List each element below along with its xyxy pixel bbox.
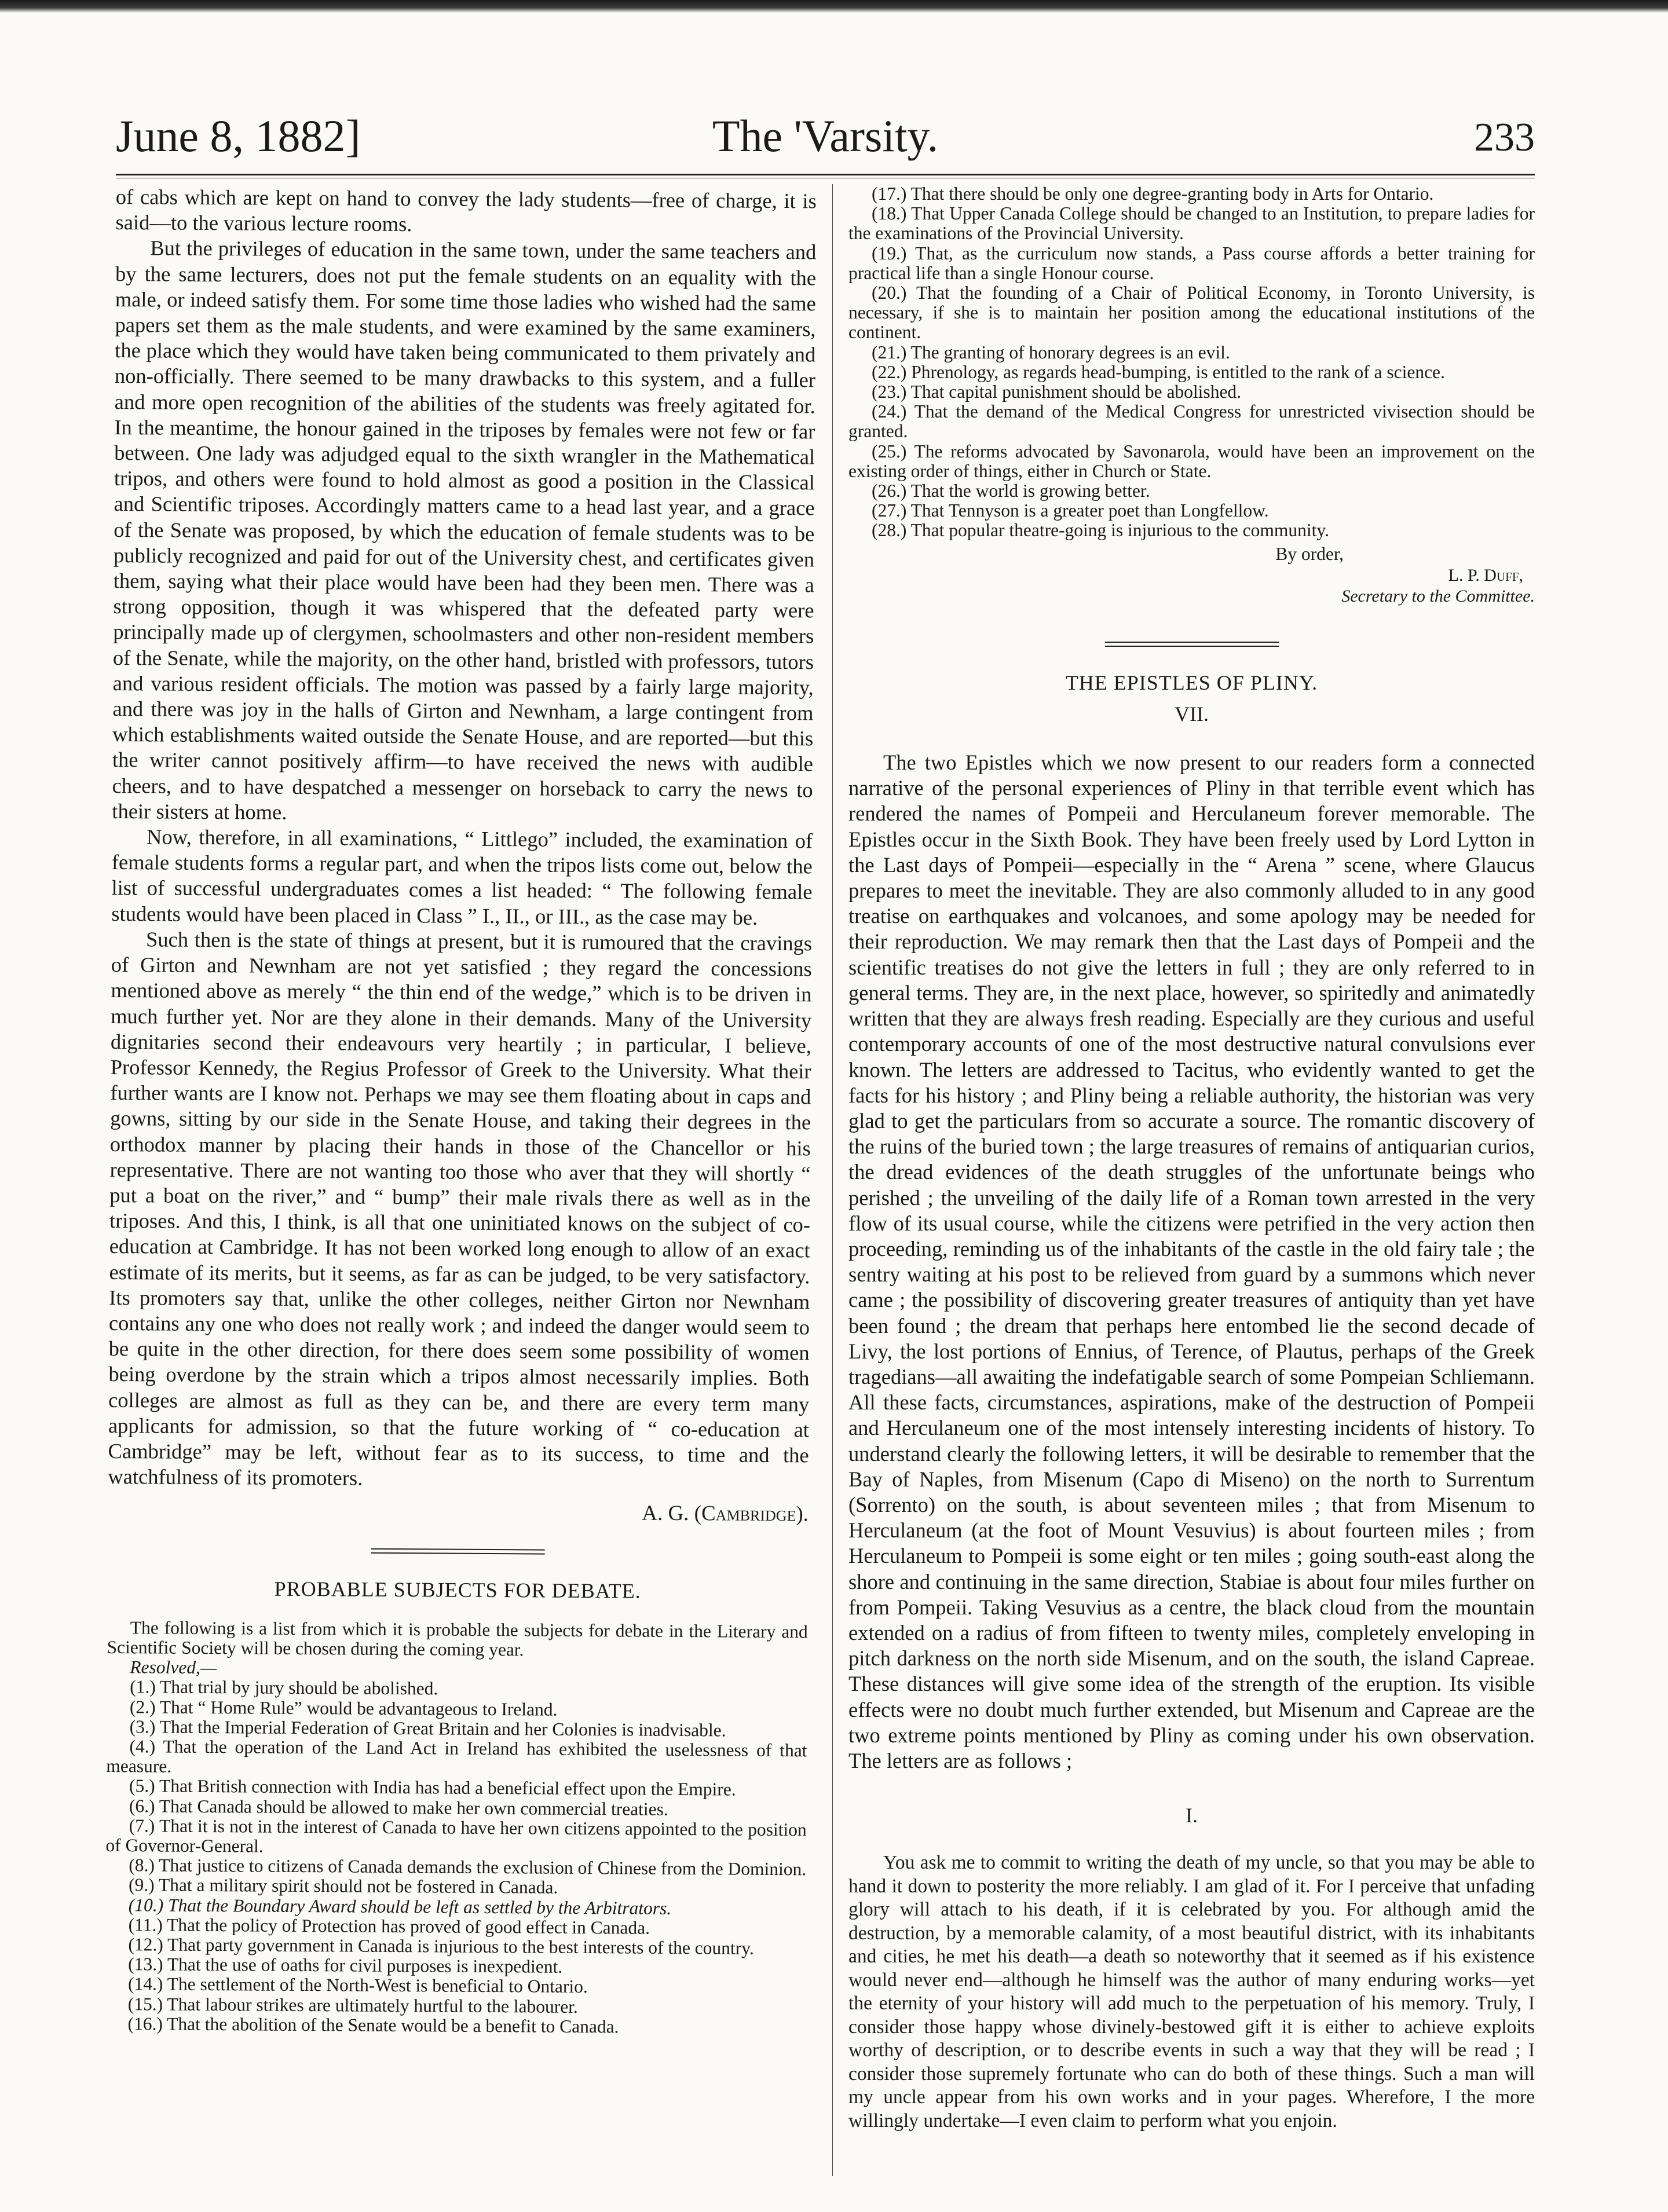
header-rule (116, 174, 1535, 178)
debate-item: (12.) That party government in Canada is injurious to the best interests of the country. (128, 1934, 754, 1958)
debate-list (104, 1677, 807, 2038)
page-header (116, 110, 1535, 174)
letter-number: I. (1186, 1804, 1198, 1828)
debate-item: (17.) That there should be only one degree-granting body in Arts for Ontario. (872, 184, 1434, 204)
resolved-label: Resolved,— (130, 1657, 217, 1678)
pliny-section-number: VII. (1175, 702, 1209, 726)
pliny-intro: The two Epistles which we now present to our readers form a connected narrative of the personal experiences of Pliny in that terrible event which has rendered the names of Pompeii and Herculaneum forever memorable. The Epistles occur in the Sixth Book. They have been freely used by Lord Lytton in the Last days of Pompeii—especially in the “ Arena ” scene, where Glaucus prepares to meet the inevitable. They are also commonly alluded to in any good treatise on earthquakes and volcanoes, and some apology may be needed for their reproduction. We may remark then that the Last days of Pompeii and the scientific treatises do not give the letters in full ; they are only referred to in general terms. They are, in the next place, however, so spiritedly and animatedly written that they are always fresh reading. Especially are they curious and useful contemporary accounts of one of the most destructive natural convulsions ever known. The letters are addressed to Tacitus, who evidently wanted to get the facts for his history ; and Pliny being a reliable authority, the historian was very glad to get the particulars from so accurate a source. The romantic discovery of the ruins of the buried town ; the large treasures of remains of antiquarian curios, the dread evidences of the death struggles of the unfortunate beings who perished ; the unveiling of the daily life of a Roman town arrested in the very flow of its usual course, while the citizens were petrified in the very action then proceeding, reminding us of the inhabitants of the castle in the old fairy tale ; the sentry waiting at his post to be relieved from guard by a summons which never came ; the possibility of discovering greater treasures of antiquity than yet have been found ; the dream that perhaps here entombed lie the second decade of Livy, the lost portions of Ennius, of Terence, of Plautus, perhaps of the Greek tragedians—all awaiting the indefatigable search of some Pompeian Schliemann. All these facts, circumstances, aspirations, make of the destruction of Pompeii and Herculaneum one of the most intensely interesting incidents of history. To understand clearly the following letters, it will be desirable to remember that the Bay of Naples, from Misenum (Capo di Miseno) on the north to Surrentum (Sorrento) on the south, is about seventeen miles ; that from Misenum to Herculaneum (at the foot of Mount Vesuvius) is about fourteen miles ; from Herculaneum to Pompeii is some eight or ten miles ; going south-east along the shore and continuing in the same direction, Stabiae is about four miles further on from Pompeii. Taking Vesuvius as a centre, the black cloud from the mountain extended on a radius of from fifteen to twenty miles, completely enveloping in pitch darkness on the north side Misenum, and on the south, the island Capreae. These distances will give some idea of the strength of the eruption. Its visible effects were no doubt much further extended, but Misenum and Capreae are the two extreme points mentioned by Pliny as coming under his own observation. The letters are as follows ; (848, 750, 1535, 1772)
debate-item: (2.) That “ Home Rule” would be advantageous to Ireland. (129, 1696, 558, 1720)
debate-item: (15.) That labour strikes are ultimately hurtful to the labourer. (127, 1993, 578, 2017)
signatory-title: Secretary to the Committee. (1341, 586, 1535, 606)
signatory-name: L. P. Duff, (1448, 565, 1523, 585)
scan-edge (0, 0, 1668, 13)
publication-title: The 'Varsity. (712, 111, 939, 161)
debate-item: (14.) The settlement of the North-West is beneficial to Ontario. (127, 1973, 588, 1997)
debate-item: (23.) That capital punishment should be abolished. (872, 382, 1242, 402)
debate-item: (4.) That the operation of the Land Act in Ireland has exhibited the uselessness of that measure. (106, 1736, 807, 1777)
debate-item: (11.) That the policy of Protection has proved of good effect in Canada. (128, 1914, 650, 1938)
article-paragraph: Now, therefore, in all examinations, “ Littlego” included, the examination of female students forms a regular part, and when the tripos lists come out, below the list of successful undergraduates comes a list headed: “ The following female students would have been placed in Class ” I., II., or III., as the case may be. (111, 825, 813, 929)
left-column (104, 184, 816, 2038)
debate-section-title: PROBABLE SUBJECTS FOR DEBATE. (274, 1577, 641, 1603)
debate-item: (26.) That the world is growing better. (872, 481, 1150, 501)
debate-item: (20.) That the founding of a Chair of Political Economy, in Toronto University, is necessary, if she is to maintain her position among the educational institutions of the continent. (848, 283, 1535, 343)
debate-item: (5.) That British connection with India has had a beneficial effect upon the Empire. (129, 1775, 736, 1800)
debate-item: (27.) That Tennyson is a greater poet than Longfellow. (872, 500, 1269, 521)
debate-item: (18.) That Upper Canada College should be changed to an Institution, to prepare ladies for the examinations of the Provincial University. (848, 203, 1535, 244)
article-paragraph: But the privileges of education in the same town, under the same teachers and by the same lecturers, does not put the female students on an equality with the male, or indeed satisfy them. For some time those ladies who wished had the same papers set them as the male students, and were examined by the same examiners, the place which they would have taken being communicated to them privately and non-officially. There seemed to be many drawbacks to this system, and a fuller and more open recognition of the abilities of the students was freely agitated for. In the meantime, the honour gained in the triposes by females were not few or far between. One lady was adjudged equal to the sixth wrangler in the Mathematical tripos, and others were found to hold almost as good a position in the Classical and Scientific triposes. Accordingly matters came to a head last year, and a grace of the Senate was proposed, by which the education of female students was to be publicly recognized and paid for out of the University chest, and certificates given them, saying what their place would have been had they been men. There was a strong opposition, though it was whispered that the defeated party were principally made up of clergymen, schoolmasters and other non-resident members of the Senate, while the majority, on the other hand, bristled with professors, tutors and various resident officials. The motion was passed by a fairly large majority, and there was joy in the halls of Girton and Newnham, a large contingent from which establishments waited outside the Senate House, and are reported—but this the writer cannot positively affirm—to have received the news with audible cheers, and to have despatched a messenger on horseback to carry the news to their sisters at home. (112, 236, 817, 824)
debate-item: (3.) That the Imperial Federation of Great Britain and her Colonies is inadvisable. (129, 1716, 726, 1741)
section-rule (371, 1548, 545, 1554)
debate-item: (6.) That Canada should be allowed to make her own commercial treaties. (129, 1795, 668, 1819)
letter-text: You ask me to commit to writing the death of my uncle, so that you may be able to hand it down to posterity the more reliably. I am glad of it. For I perceive that unfading glory will attach to his death, if it is celebrated by you. For although amid the destruction, by a memorable calamity, of a most beautiful district, with its inhabitants and cities, he met his death—a death so noteworthy that it seemed as if his existence would never end—although he himself was the author of many enduring works—yet the eternity of your history will add much to the perpetuation of his memory. Truly, I consider those happy whose divinely-bestowed gift it is either to achieve exploits worthy of description, or to describe events in such a way that they will be read ; I consider those supremely fortunate who can do both of these things. Such a man will my uncle appear from his own works and in your pages. Wherefore, I the more willingly undertake—I even claim to perform what you enjoin. (848, 1852, 1535, 2132)
debate-item: (22.) Phrenology, as regards head-bumping, is entitled to the rank of a science. (872, 361, 1445, 382)
by-order: By order, (1275, 543, 1344, 564)
debate-item: (10.) That the Boundary Award should be left as settled by the Arbitrators. (128, 1894, 672, 1918)
debate-item: (24.) That the demand of the Medical Congress for unrestricted vivisection should be granted. (848, 401, 1535, 442)
section-rule (1105, 642, 1279, 647)
debate-list-continued (848, 184, 1535, 541)
pliny-section-title: THE EPISTLES OF PLINY. (1065, 671, 1318, 694)
debate-item: (19.) That, as the curriculum now stands, a Pass course affords a better training for practical life than a single Honour course. (848, 243, 1535, 283)
debate-item: (16.) That the abolition of the Senate would be a benefit to Canada. (127, 2013, 619, 2037)
issue-date: June 8, 1882] (116, 111, 361, 161)
debate-item: (7.) That it is not in the interest of Canada to have her own citizens appointed to the position of Governor-General. (105, 1815, 807, 1856)
debate-item: (9.) That a military spirit should not be fostered in Canada. (128, 1874, 558, 1898)
article-signature: A. G. (Cambridge). (642, 1501, 809, 1526)
debate-item: (25.) The reforms advocated by Savonarola, would have been an improvement on the existing order of things, either in Church or State. (848, 441, 1535, 481)
article-paragraph: Such then is the state of things at present, but it is rumoured that the cravings of Girton and Newnham are not yet satisfied ; they regard the concessions mentioned above as merely “ the thin end of the wedge,” which is to be driven in much further yet. Nor are they alone in their demands. Many of the University dignitaries second their endeavours very heartily ; in particular, I believe, Professor Kennedy, the Regius Professor of Greek to the University. What their further wants are I know not. Perhaps we may see them floating about in caps and gowns, sitting by our side in the Senate House, and taking their degrees in the orthodox manner by placing their hands in those of the Chancellor or his representative. There are not wanting too those who aver that they will shortly “ put a boat on the river,” and “ bump” their male rivals there as well as in the triposes. And this, I think, is all that one uninitiated knows on the subject of co-education at Cambridge. It has not been worked long enough to allow of an exact estimate of its merits, but it seems, as far as can be judged, to be very satisfactory. Its promoters say that, unlike the other colleges, neither Girton nor Newnham contains any one who does not really work ; and indeed the danger would seem to be quite in the other direction, for there does seem some possibility of women being overdone by the strain which a tripos almost necessarily implies. Both colleges are almost as full as they can be, and there are every term many applicants for admission, so that the future working of “ co-education at Cambridge” may be left, without fear as to its success, to time and the watchfulness of its promoters. (108, 927, 813, 1490)
debate-item: (1.) That trial by jury should be abolished. (130, 1676, 438, 1699)
right-column (848, 184, 1535, 2133)
debate-item: (13.) That the use of oaths for civil purposes is inexpedient. (128, 1954, 563, 1977)
debate-item: (28.) That popular theatre-going is injurious to the community. (872, 520, 1329, 541)
debate-intro: The following is a list from which it is probable the subjects for debate in the Literary and Scientific Society will be chosen during the coming year. (107, 1617, 808, 1660)
page-number: 233 (1474, 115, 1535, 160)
column-divider (832, 184, 833, 2176)
debate-item: (8.) That justice to citizens of Canada demands the exclusion of Chinese from the Dominion. (129, 1855, 807, 1880)
article-paragraph: of cabs which are kept on hand to convey the lady students—free of charge, it is said—to the various lecture rooms. (115, 184, 817, 236)
debate-item: (21.) The granting of honorary degrees is an evil. (872, 342, 1230, 362)
